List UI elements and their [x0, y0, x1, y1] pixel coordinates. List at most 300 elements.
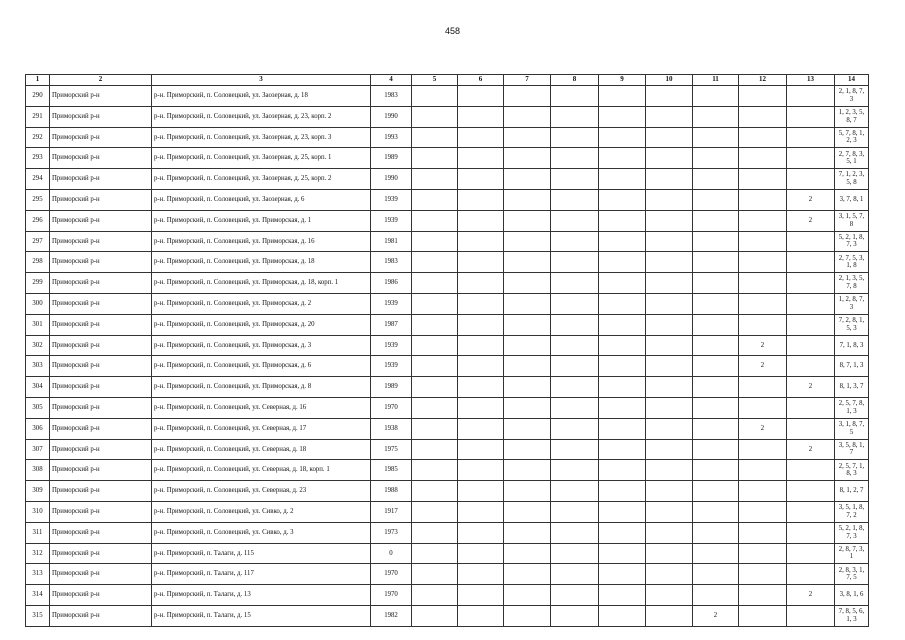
col-13-cell — [787, 252, 835, 273]
empty-cell-col-9 — [599, 501, 646, 522]
row-number-cell: 295 — [26, 189, 50, 210]
col-11-cell — [693, 127, 739, 148]
row-number-cell: 305 — [26, 397, 50, 418]
empty-cell-col-10 — [646, 418, 693, 439]
empty-cell-col-5 — [412, 460, 458, 481]
address-cell: р-н. Приморский, п. Соловецкий, ул. Заозерная, д. 6 — [152, 189, 371, 210]
address-cell: р-н. Приморский, п. Талаги, д. 117 — [152, 564, 371, 585]
row-number-cell: 313 — [26, 564, 50, 585]
empty-cell-col-9 — [599, 356, 646, 377]
row-number-cell: 301 — [26, 314, 50, 335]
col-12-cell — [739, 397, 787, 418]
empty-cell-col-8 — [551, 585, 599, 606]
col-14-cell: 1, 2, 8, 7, 3 — [835, 293, 869, 314]
table-row — [26, 481, 869, 502]
empty-cell-col-6 — [458, 231, 504, 252]
district-cell: Приморский р-н — [50, 148, 152, 169]
empty-cell-col-6 — [458, 481, 504, 502]
row-number-cell: 315 — [26, 605, 50, 626]
empty-cell-col-8 — [551, 564, 599, 585]
empty-cell-col-6 — [458, 439, 504, 460]
address-cell: р-н. Приморский, п. Соловецкий, ул. Северная, д. 23 — [152, 481, 371, 502]
year-cell: 1975 — [371, 439, 412, 460]
col-12-cell — [739, 439, 787, 460]
empty-cell-col-10 — [646, 127, 693, 148]
column-header-7: 7 — [504, 75, 551, 86]
address-cell: р-н. Приморский, п. Соловецкий, ул. Северная, д. 16 — [152, 397, 371, 418]
empty-cell-col-7 — [504, 273, 551, 294]
empty-cell-col-10 — [646, 106, 693, 127]
data-table — [25, 74, 869, 627]
address-cell: р-н. Приморский, п. Талаги, д. 15 — [152, 605, 371, 626]
empty-cell-col-9 — [599, 189, 646, 210]
empty-cell-col-10 — [646, 252, 693, 273]
empty-cell-col-6 — [458, 314, 504, 335]
address-cell: р-н. Приморский, п. Соловецкий, ул. Заозерная, д. 18 — [152, 86, 371, 107]
col-11-cell — [693, 418, 739, 439]
table-row — [26, 148, 869, 169]
empty-cell-col-9 — [599, 127, 646, 148]
col-12-cell — [739, 543, 787, 564]
empty-cell-col-8 — [551, 418, 599, 439]
empty-cell-col-10 — [646, 148, 693, 169]
empty-cell-col-8 — [551, 501, 599, 522]
empty-cell-col-6 — [458, 106, 504, 127]
address-cell: р-н. Приморский, п. Соловецкий, ул. Заозерная, д. 25, корп. 2 — [152, 169, 371, 190]
col-14-cell: 3, 7, 8, 1 — [835, 189, 869, 210]
empty-cell-col-7 — [504, 460, 551, 481]
empty-cell-col-5 — [412, 501, 458, 522]
row-number-cell: 292 — [26, 127, 50, 148]
col-13-cell — [787, 418, 835, 439]
col-11-cell — [693, 377, 739, 398]
empty-cell-col-7 — [504, 585, 551, 606]
empty-cell-col-5 — [412, 605, 458, 626]
empty-cell-col-7 — [504, 418, 551, 439]
empty-cell-col-9 — [599, 522, 646, 543]
year-cell: 1970 — [371, 585, 412, 606]
empty-cell-col-5 — [412, 543, 458, 564]
row-number-cell: 312 — [26, 543, 50, 564]
empty-cell-col-7 — [504, 86, 551, 107]
col-12-cell: 2 — [739, 335, 787, 356]
empty-cell-col-9 — [599, 252, 646, 273]
empty-cell-col-9 — [599, 273, 646, 294]
empty-cell-col-8 — [551, 231, 599, 252]
empty-cell-col-5 — [412, 564, 458, 585]
col-11-cell — [693, 148, 739, 169]
empty-cell-col-10 — [646, 356, 693, 377]
table-row — [26, 377, 869, 398]
empty-cell-col-8 — [551, 543, 599, 564]
year-cell: 1970 — [371, 564, 412, 585]
column-header-8: 8 — [551, 75, 599, 86]
empty-cell-col-9 — [599, 397, 646, 418]
col-12-cell — [739, 293, 787, 314]
empty-cell-col-5 — [412, 314, 458, 335]
year-cell: 1990 — [371, 169, 412, 190]
col-13-cell — [787, 501, 835, 522]
row-number-cell: 311 — [26, 522, 50, 543]
district-cell: Приморский р-н — [50, 189, 152, 210]
row-number-cell: 293 — [26, 148, 50, 169]
empty-cell-col-6 — [458, 605, 504, 626]
col-13-cell — [787, 605, 835, 626]
column-header-9: 9 — [599, 75, 646, 86]
col-11-cell — [693, 501, 739, 522]
col-14-cell: 3, 1, 5, 7, 8 — [835, 210, 869, 231]
empty-cell-col-8 — [551, 106, 599, 127]
table-row — [26, 335, 869, 356]
empty-cell-col-8 — [551, 397, 599, 418]
col-12-cell — [739, 231, 787, 252]
col-12-cell — [739, 106, 787, 127]
col-12-cell — [739, 605, 787, 626]
empty-cell-col-7 — [504, 252, 551, 273]
col-11-cell — [693, 397, 739, 418]
row-number-cell: 309 — [26, 481, 50, 502]
col-14-cell: 7, 1, 8, 3 — [835, 335, 869, 356]
district-cell: Приморский р-н — [50, 522, 152, 543]
row-number-cell: 302 — [26, 335, 50, 356]
col-14-cell: 3, 8, 1, 6 — [835, 585, 869, 606]
col-14-cell: 2, 5, 7, 1, 8, 3 — [835, 460, 869, 481]
col-11-cell — [693, 356, 739, 377]
district-cell: Приморский р-н — [50, 439, 152, 460]
row-number-cell: 299 — [26, 273, 50, 294]
empty-cell-col-9 — [599, 106, 646, 127]
col-11-cell — [693, 252, 739, 273]
col-12-cell — [739, 148, 787, 169]
column-header-14: 14 — [835, 75, 869, 86]
empty-cell-col-5 — [412, 481, 458, 502]
address-cell: р-н. Приморский, п. Соловецкий, ул. Приморская, д. 2 — [152, 293, 371, 314]
row-number-cell: 307 — [26, 439, 50, 460]
address-cell: р-н. Приморский, п. Соловецкий, ул. Приморская, д. 8 — [152, 377, 371, 398]
district-cell: Приморский р-н — [50, 481, 152, 502]
col-13-cell — [787, 481, 835, 502]
empty-cell-col-6 — [458, 273, 504, 294]
table-row — [26, 273, 869, 294]
year-cell: 1981 — [371, 231, 412, 252]
empty-cell-col-6 — [458, 356, 504, 377]
district-cell: Приморский р-н — [50, 86, 152, 107]
empty-cell-col-10 — [646, 210, 693, 231]
col-11-cell — [693, 543, 739, 564]
empty-cell-col-5 — [412, 231, 458, 252]
district-cell: Приморский р-н — [50, 501, 152, 522]
empty-cell-col-7 — [504, 231, 551, 252]
empty-cell-col-7 — [504, 481, 551, 502]
row-number-cell: 304 — [26, 377, 50, 398]
table-row — [26, 169, 869, 190]
col-14-cell: 7, 2, 8, 1, 5, 3 — [835, 314, 869, 335]
empty-cell-col-8 — [551, 210, 599, 231]
address-cell: р-н. Приморский, п. Соловецкий, ул. Северная, д. 17 — [152, 418, 371, 439]
empty-cell-col-6 — [458, 543, 504, 564]
empty-cell-col-9 — [599, 335, 646, 356]
district-cell: Приморский р-н — [50, 293, 152, 314]
col-12-cell — [739, 481, 787, 502]
col-14-cell: 7, 8, 5, 6, 1, 3 — [835, 605, 869, 626]
row-number-cell: 290 — [26, 86, 50, 107]
empty-cell-col-6 — [458, 293, 504, 314]
district-cell: Приморский р-н — [50, 418, 152, 439]
year-cell: 1939 — [371, 210, 412, 231]
empty-cell-col-9 — [599, 231, 646, 252]
empty-cell-col-8 — [551, 127, 599, 148]
empty-cell-col-5 — [412, 439, 458, 460]
table-row — [26, 522, 869, 543]
col-13-cell — [787, 335, 835, 356]
empty-cell-col-7 — [504, 522, 551, 543]
empty-cell-col-7 — [504, 564, 551, 585]
empty-cell-col-5 — [412, 148, 458, 169]
empty-cell-col-8 — [551, 439, 599, 460]
column-header-13: 13 — [787, 75, 835, 86]
empty-cell-col-7 — [504, 397, 551, 418]
col-13-cell — [787, 460, 835, 481]
empty-cell-col-10 — [646, 377, 693, 398]
col-14-cell: 2, 7, 5, 3, 1, 8 — [835, 252, 869, 273]
empty-cell-col-10 — [646, 564, 693, 585]
col-11-cell — [693, 314, 739, 335]
empty-cell-col-6 — [458, 189, 504, 210]
empty-cell-col-10 — [646, 460, 693, 481]
empty-cell-col-6 — [458, 501, 504, 522]
empty-cell-col-9 — [599, 210, 646, 231]
row-number-cell: 306 — [26, 418, 50, 439]
col-14-cell: 3, 1, 8, 7, 5 — [835, 418, 869, 439]
col-13-cell: 2 — [787, 210, 835, 231]
empty-cell-col-6 — [458, 127, 504, 148]
col-14-cell: 7, 1, 2, 3, 5, 8 — [835, 169, 869, 190]
address-cell: р-н. Приморский, п. Соловецкий, ул. Приморская, д. 3 — [152, 335, 371, 356]
empty-cell-col-9 — [599, 439, 646, 460]
column-header-3: 3 — [152, 75, 371, 86]
empty-cell-col-6 — [458, 252, 504, 273]
col-11-cell — [693, 439, 739, 460]
address-cell: р-н. Приморский, п. Соловецкий, ул. Заозерная, д. 23, корп. 2 — [152, 106, 371, 127]
empty-cell-col-5 — [412, 273, 458, 294]
empty-cell-col-8 — [551, 314, 599, 335]
table-row — [26, 460, 869, 481]
col-12-cell: 2 — [739, 356, 787, 377]
empty-cell-col-7 — [504, 148, 551, 169]
col-14-cell: 3, 5, 8, 1, 7 — [835, 439, 869, 460]
col-11-cell — [693, 585, 739, 606]
col-11-cell — [693, 231, 739, 252]
col-12-cell — [739, 501, 787, 522]
year-cell: 1939 — [371, 189, 412, 210]
empty-cell-col-9 — [599, 148, 646, 169]
empty-cell-col-9 — [599, 169, 646, 190]
empty-cell-col-6 — [458, 564, 504, 585]
year-cell: 0 — [371, 543, 412, 564]
table-row — [26, 231, 869, 252]
empty-cell-col-10 — [646, 189, 693, 210]
col-14-cell: 2, 5, 7, 8, 1, 3 — [835, 397, 869, 418]
col-14-cell: 5, 7, 8, 1, 2, 3 — [835, 127, 869, 148]
empty-cell-col-9 — [599, 543, 646, 564]
empty-cell-col-8 — [551, 86, 599, 107]
address-cell: р-н. Приморский, п. Соловецкий, ул. Приморская, д. 1 — [152, 210, 371, 231]
empty-cell-col-9 — [599, 86, 646, 107]
col-11-cell — [693, 210, 739, 231]
table-row — [26, 293, 869, 314]
empty-cell-col-7 — [504, 127, 551, 148]
district-cell: Приморский р-н — [50, 460, 152, 481]
table-row — [26, 418, 869, 439]
table-row — [26, 314, 869, 335]
empty-cell-col-8 — [551, 293, 599, 314]
col-11-cell — [693, 564, 739, 585]
col-13-cell — [787, 127, 835, 148]
col-13-cell — [787, 314, 835, 335]
column-header-11: 11 — [693, 75, 739, 86]
col-14-cell: 3, 5, 1, 8, 7, 2 — [835, 501, 869, 522]
col-13-cell — [787, 293, 835, 314]
empty-cell-col-7 — [504, 543, 551, 564]
table-row — [26, 397, 869, 418]
col-12-cell — [739, 169, 787, 190]
row-number-cell: 310 — [26, 501, 50, 522]
row-number-cell: 296 — [26, 210, 50, 231]
district-cell: Приморский р-н — [50, 106, 152, 127]
district-cell: Приморский р-н — [50, 335, 152, 356]
col-14-cell: 2, 1, 8, 7, 3 — [835, 86, 869, 107]
col-11-cell — [693, 86, 739, 107]
district-cell: Приморский р-н — [50, 397, 152, 418]
address-cell: р-н. Приморский, п. Соловецкий, ул. Приморская, д. 20 — [152, 314, 371, 335]
col-13-cell — [787, 356, 835, 377]
year-cell: 1989 — [371, 148, 412, 169]
col-12-cell — [739, 522, 787, 543]
col-12-cell — [739, 377, 787, 398]
address-cell: р-н. Приморский, п. Соловецкий, ул. Сивко, д. 2 — [152, 501, 371, 522]
empty-cell-col-7 — [504, 335, 551, 356]
page-number: 458 — [444, 26, 461, 36]
year-cell: 1988 — [371, 481, 412, 502]
empty-cell-col-10 — [646, 273, 693, 294]
empty-cell-col-5 — [412, 397, 458, 418]
empty-cell-col-7 — [504, 377, 551, 398]
col-11-cell — [693, 481, 739, 502]
empty-cell-col-7 — [504, 169, 551, 190]
year-cell: 1917 — [371, 501, 412, 522]
empty-cell-col-6 — [458, 585, 504, 606]
row-number-cell: 300 — [26, 293, 50, 314]
col-13-cell — [787, 86, 835, 107]
empty-cell-col-10 — [646, 231, 693, 252]
col-14-cell: 2, 8, 7, 3, 1 — [835, 543, 869, 564]
empty-cell-col-8 — [551, 169, 599, 190]
row-number-cell: 294 — [26, 169, 50, 190]
empty-cell-col-6 — [458, 377, 504, 398]
empty-cell-col-10 — [646, 439, 693, 460]
empty-cell-col-5 — [412, 169, 458, 190]
col-11-cell — [693, 460, 739, 481]
col-13-cell — [787, 148, 835, 169]
table-row — [26, 543, 869, 564]
empty-cell-col-9 — [599, 460, 646, 481]
year-cell: 1939 — [371, 335, 412, 356]
district-cell: Приморский р-н — [50, 564, 152, 585]
empty-cell-col-5 — [412, 86, 458, 107]
district-cell: Приморский р-н — [50, 231, 152, 252]
empty-cell-col-7 — [504, 293, 551, 314]
table-row — [26, 439, 869, 460]
table-row — [26, 585, 869, 606]
empty-cell-col-7 — [504, 356, 551, 377]
year-cell: 1973 — [371, 522, 412, 543]
empty-cell-col-8 — [551, 273, 599, 294]
col-14-cell: 5, 2, 1, 8, 7, 3 — [835, 522, 869, 543]
empty-cell-col-8 — [551, 377, 599, 398]
row-number-cell: 303 — [26, 356, 50, 377]
empty-cell-col-8 — [551, 252, 599, 273]
empty-cell-col-6 — [458, 169, 504, 190]
empty-cell-col-8 — [551, 481, 599, 502]
col-11-cell — [693, 169, 739, 190]
empty-cell-col-9 — [599, 314, 646, 335]
empty-cell-col-6 — [458, 460, 504, 481]
column-header-5: 5 — [412, 75, 458, 86]
year-cell: 1938 — [371, 418, 412, 439]
empty-cell-col-10 — [646, 86, 693, 107]
year-cell: 1983 — [371, 252, 412, 273]
year-cell: 1993 — [371, 127, 412, 148]
col-14-cell: 5, 2, 1, 8, 7, 3 — [835, 231, 869, 252]
table-row — [26, 189, 869, 210]
table-row — [26, 605, 869, 626]
empty-cell-col-7 — [504, 106, 551, 127]
col-14-cell: 8, 7, 1, 3 — [835, 356, 869, 377]
empty-cell-col-7 — [504, 439, 551, 460]
column-header-12: 12 — [739, 75, 787, 86]
empty-cell-col-7 — [504, 605, 551, 626]
col-13-cell — [787, 564, 835, 585]
empty-cell-col-8 — [551, 522, 599, 543]
district-cell: Приморский р-н — [50, 314, 152, 335]
empty-cell-col-10 — [646, 585, 693, 606]
col-13-cell — [787, 273, 835, 294]
col-13-cell — [787, 169, 835, 190]
address-cell: р-н. Приморский, п. Талаги, д. 13 — [152, 585, 371, 606]
column-header-10: 10 — [646, 75, 693, 86]
district-cell: Приморский р-н — [50, 543, 152, 564]
address-cell: р-н. Приморский, п. Талаги, д. 115 — [152, 543, 371, 564]
empty-cell-col-9 — [599, 564, 646, 585]
col-12-cell — [739, 564, 787, 585]
col-13-cell: 2 — [787, 377, 835, 398]
col-12-cell — [739, 210, 787, 231]
empty-cell-col-7 — [504, 501, 551, 522]
empty-cell-col-10 — [646, 314, 693, 335]
col-13-cell: 2 — [787, 189, 835, 210]
empty-cell-col-8 — [551, 335, 599, 356]
col-12-cell — [739, 273, 787, 294]
col-11-cell — [693, 293, 739, 314]
table-row — [26, 86, 869, 107]
table-row — [26, 252, 869, 273]
district-cell: Приморский р-н — [50, 356, 152, 377]
empty-cell-col-8 — [551, 460, 599, 481]
district-cell: Приморский р-н — [50, 127, 152, 148]
district-cell: Приморский р-н — [50, 252, 152, 273]
col-11-cell — [693, 189, 739, 210]
column-header-6: 6 — [458, 75, 504, 86]
